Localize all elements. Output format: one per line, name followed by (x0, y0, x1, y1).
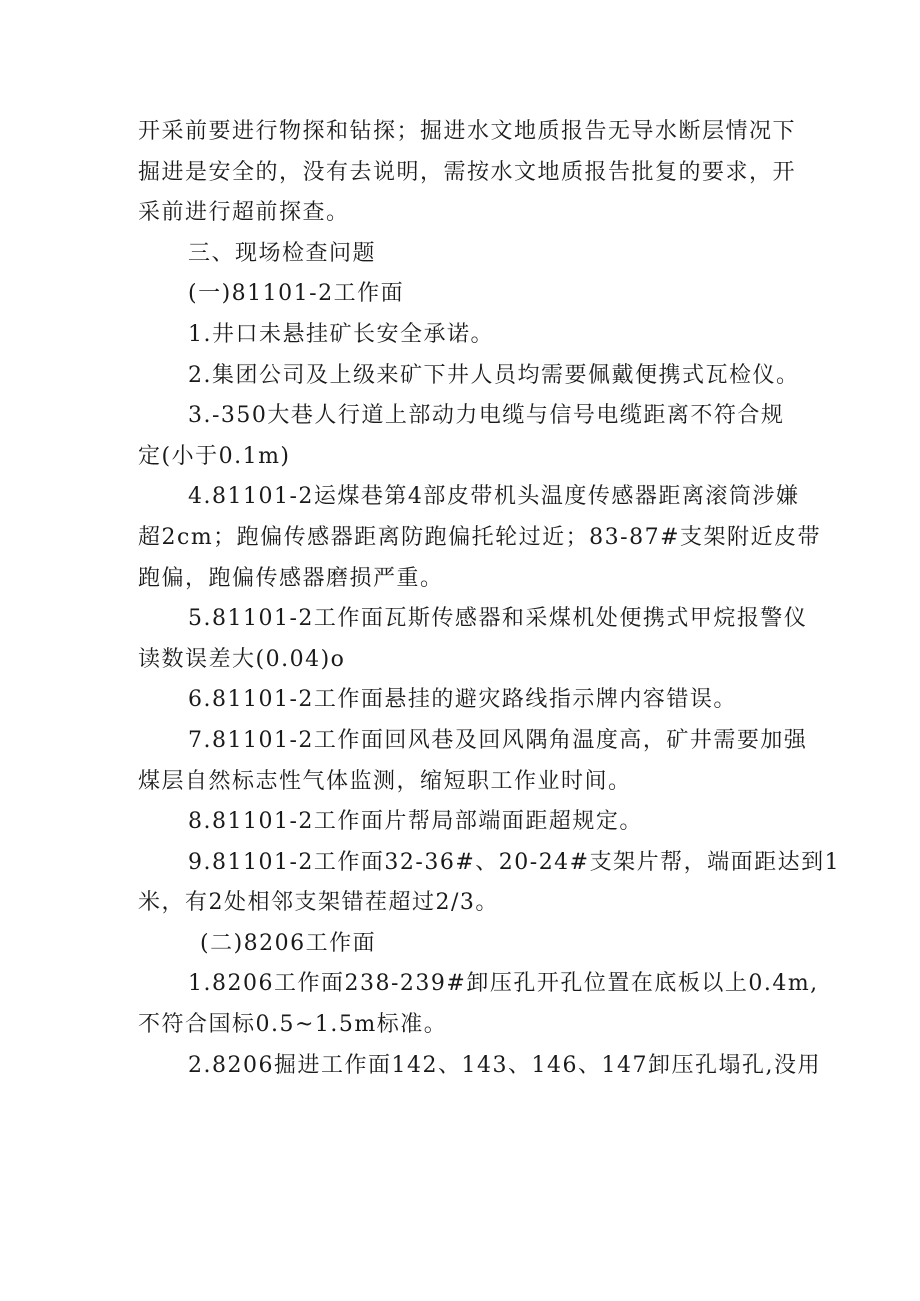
list-item-8: 8.81101-2工作面片帮局部端面距超规定。 (188, 809, 643, 835)
list-item-4-cont-2: 跑偏，跑偏传感器磨损严重。 (138, 565, 444, 591)
list-item-b1: 1.8206工作面238-239#卸压孔开孔位置在底板以上0.4m, (188, 971, 819, 997)
list-item-b2: 2.8206掘进工作面142、143、146、147卸压孔塌孔,没用 (188, 1052, 821, 1078)
list-item-5-cont: 读数误差大(0.04)o (138, 646, 346, 672)
list-item-2: 2.集团公司及上级来矿下井人员均需要佩戴便携式瓦检仪。 (188, 362, 800, 388)
text-line-2: 掘进是安全的，没有去说明，需按水文地质报告批复的要求，开 (138, 159, 797, 185)
list-item-b1-cont: 不符合国标0.5~1.5m标准。 (138, 1012, 448, 1038)
list-item-6: 6.81101-2工作面悬挂的避灾路线指示牌内容错误。 (188, 687, 737, 713)
list-item-1: 1.井口未悬挂矿长安全承诺。 (188, 321, 494, 347)
list-item-3-cont: 定(小于0.1m) (138, 443, 291, 469)
list-item-4-cont-1: 超2cm；跑偏传感器距离防跑偏托轮过近；83-87#支架附近皮带 (138, 524, 822, 550)
list-item-4: 4.81101-2运煤巷第4部皮带机头温度传感器距离滚筒涉嫌 (188, 484, 800, 510)
text-line-1: 开采前要进行物探和钻探；掘进水文地质报告无导水断层情况下 (138, 119, 797, 144)
list-item-3: 3.-350大巷人行道上部动力电缆与信号电缆距离不符合规 (188, 403, 785, 429)
list-item-7-cont: 煤层自然标志性气体监测，缩短职工作业时间。 (138, 768, 632, 794)
list-item-9-cont: 米，有2处相邻支架错茬超过2/3。 (138, 890, 499, 916)
subsection-heading-2: (二)8206工作面 (200, 930, 377, 956)
section-heading-3: 三、现场检查问题 (188, 240, 377, 266)
subsection-heading-1: (一)81101-2工作面 (188, 281, 405, 307)
document-body (138, 112, 841, 1086)
list-item-5: 5.81101-2工作面瓦斯传感器和采煤机处便携式甲烷报警仪 (188, 606, 808, 632)
text-line-3: 采前进行超前探查。 (138, 200, 350, 226)
list-item-7: 7.81101-2工作面回风巷及回风隅角温度高，矿井需要加强 (188, 727, 808, 753)
list-item-9: 9.81101-2工作面32-36#、20-24#支架片帮，端面距达到1 (188, 849, 841, 875)
